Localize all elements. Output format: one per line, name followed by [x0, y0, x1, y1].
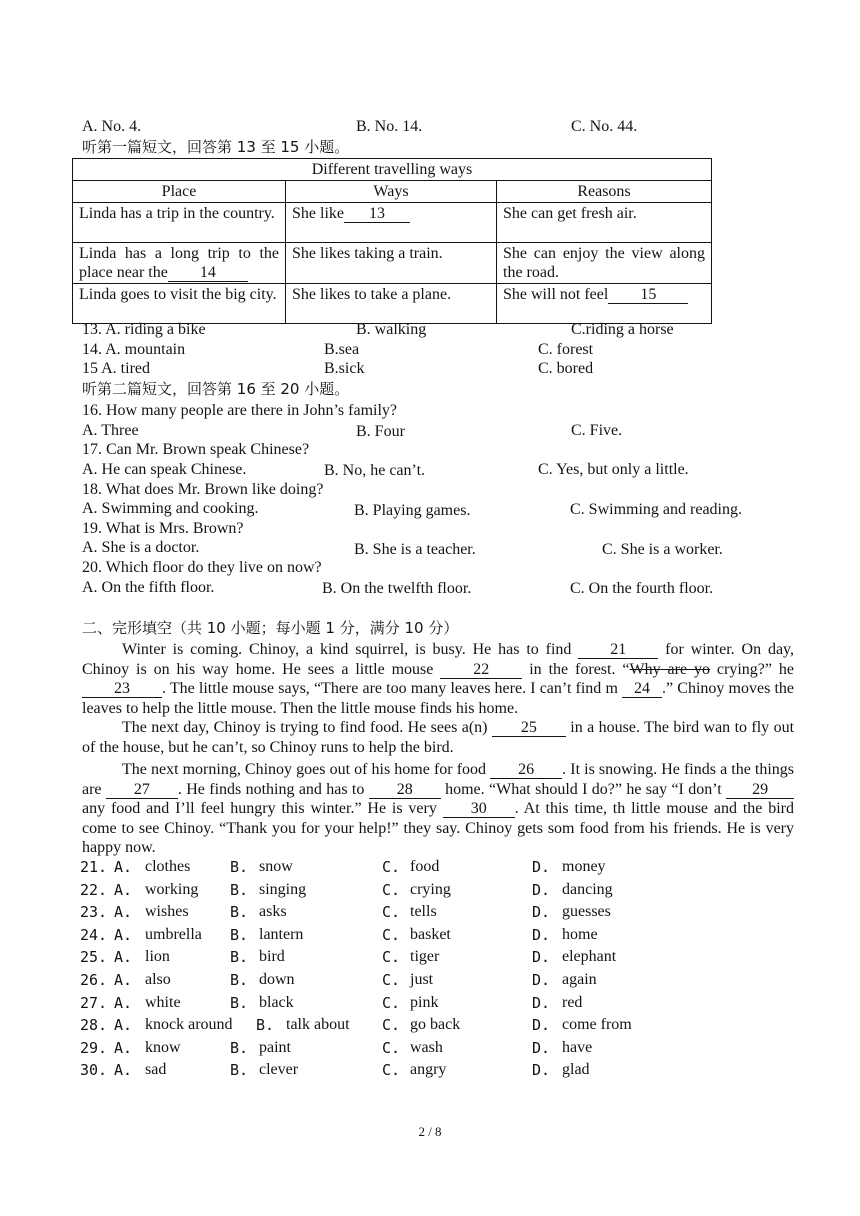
table-cell-reasons: She can enjoy the view along the road.: [497, 243, 712, 284]
table-cell-place: [73, 243, 286, 284]
option-letter-a: A.: [114, 925, 133, 944]
travelling-ways-table: [72, 158, 712, 324]
cloze-text: crying?” he: [716, 660, 795, 678]
q19-option-c: C. She is a worker.: [602, 541, 723, 558]
q17-option-b: B. No, he can’t.: [324, 462, 426, 479]
question-number: 28.: [80, 1016, 108, 1035]
cloze-text: .” Chinoy moves the leaves to help the little mouse. Then the little mouse finds his home.: [82, 680, 794, 717]
q20-option-a: A. On the fifth floor.: [82, 579, 215, 596]
cloze-paragraph-2: [82, 718, 794, 757]
question-number: 22.: [80, 880, 108, 899]
blank-24: 24: [622, 680, 662, 698]
option-letter-b: B.: [230, 925, 249, 944]
option-a-text: also: [145, 970, 171, 988]
passage1-heading: 听第一篇短文，回答第 13 至 15 小题。: [82, 138, 350, 156]
option-letter-c: C.: [382, 948, 401, 967]
cloze-paragraph-1: [82, 640, 794, 718]
q18-option-a: A. Swimming and cooking.: [82, 500, 259, 517]
option-letter-b: B.: [230, 993, 249, 1012]
option-letter-c: C.: [382, 1061, 401, 1080]
cell-text: She like: [292, 205, 344, 222]
question-number: 30.: [80, 1061, 108, 1080]
option-c-text: go back: [410, 1016, 461, 1034]
table-cell-place: Linda goes to visit the big city.: [73, 284, 286, 324]
q15-option-c: C. bored: [538, 360, 594, 377]
question-number: 26.: [80, 970, 108, 989]
option-c-text: wash: [410, 1038, 443, 1056]
q20-option-b: B. On the twelfth floor.: [322, 580, 472, 597]
blank-14: 14: [168, 264, 248, 282]
option-b-text: lantern: [259, 925, 304, 943]
option-d-text: elephant: [562, 948, 617, 966]
option-b-text: bird: [259, 948, 285, 966]
option-letter-a: A.: [114, 1038, 133, 1057]
option-letter-b: B.: [230, 880, 249, 899]
option-a-text: know: [145, 1038, 181, 1056]
option-letter-c: C.: [382, 993, 401, 1012]
cell-text: She will not feel: [503, 286, 609, 303]
option-c-text: just: [410, 970, 434, 988]
table-header-reasons: Reasons: [497, 181, 712, 203]
q16-option-b: B. Four: [356, 423, 405, 440]
option-letter-c: C.: [382, 880, 401, 899]
option-letter-b: B.: [256, 1016, 275, 1035]
option-d-text: dancing: [562, 880, 613, 898]
blank-25: 25: [492, 719, 566, 737]
question-number: 27.: [80, 993, 108, 1012]
option-d-text: money: [562, 858, 606, 875]
cloze-text: . The little mouse says, “There are too many leaves here. I can’t find m: [162, 680, 618, 697]
q20-option-c: C. On the fourth floor.: [570, 580, 714, 597]
option-a-text: lion: [145, 948, 170, 966]
option-c-text: pink: [410, 993, 439, 1011]
cloze-text: any food and I’ll feel hungry this winter.” He is very: [82, 800, 437, 817]
struck-text: Why are yo: [629, 660, 710, 678]
option-letter-c: C.: [382, 925, 401, 944]
q13-option-b: B. walking: [356, 321, 427, 338]
blank-23: 23: [82, 680, 162, 698]
cloze-text: The next morning, Chinoy goes out of his home for food: [122, 761, 487, 778]
option-c-text: crying: [410, 880, 451, 898]
q14-option-c: C. forest: [538, 341, 594, 358]
cloze-text: home. “What should I do?” he say “I don’t: [445, 780, 722, 798]
option-b-text: clever: [259, 1061, 299, 1079]
option-letter-b: B.: [230, 903, 249, 922]
option-letter-a: A.: [114, 858, 133, 876]
blank-27: 27: [106, 781, 178, 799]
option-letter-d: D.: [532, 970, 551, 989]
q13-option-c: C.riding a horse: [571, 321, 674, 338]
q19-question: 19. What is Mrs. Brown?: [82, 520, 244, 537]
cloze-text: . It is snowing. He finds a the things are: [82, 761, 795, 798]
option-b: B. No. 14.: [356, 118, 423, 135]
option-letter-c: C.: [382, 858, 401, 876]
table-cell-place: Linda has a trip in the country.: [73, 203, 286, 243]
option-letter-b: B.: [230, 858, 249, 876]
option-a-text: white: [145, 993, 181, 1011]
option-d-text: have: [562, 1038, 593, 1056]
option-letter-c: C.: [382, 903, 401, 922]
q19-option-b: B. She is a teacher.: [354, 541, 476, 558]
option-d-text: come from: [562, 1016, 632, 1034]
option-c-text: angry: [410, 1061, 447, 1079]
table-header-place: Place: [73, 181, 286, 203]
option-letter-c: C.: [382, 1038, 401, 1057]
cloze-text: Winter is coming. Chinoy, a kind squirrel, is busy. He has to find: [122, 641, 572, 658]
option-letter-b: B.: [230, 970, 249, 989]
option-letter-a: A.: [114, 993, 133, 1012]
option-c-text: tiger: [410, 948, 440, 966]
option-letter-d: D.: [532, 880, 551, 899]
option-letter-a: A.: [114, 948, 133, 967]
blank-15: 15: [608, 286, 688, 304]
option-letter-b: B.: [230, 1061, 249, 1080]
question-number: 23.: [80, 903, 108, 922]
option-b-text: asks: [259, 903, 287, 921]
option-c: C. No. 44.: [571, 118, 638, 135]
blank-28: 28: [369, 781, 441, 799]
q19-option-a: A. She is a doctor.: [82, 539, 200, 556]
q16-option-a: A. Three: [82, 422, 139, 439]
question-number: 24.: [80, 925, 108, 944]
option-a-text: working: [145, 880, 199, 898]
option-letter-b: B.: [230, 1038, 249, 1057]
q20-question: 20. Which floor do they live on now?: [82, 559, 322, 576]
table-cell-reasons: [497, 284, 712, 324]
q13-option-a: 13. A. riding a bike: [82, 321, 206, 338]
option-letter-b: B.: [230, 948, 249, 967]
option-letter-a: A.: [114, 880, 133, 899]
option-letter-a: A.: [114, 970, 133, 989]
q16-question: 16. How many people are there in John’s family?: [82, 402, 398, 419]
cloze-text: The next day, Chinoy is trying to find food. He sees a(n): [122, 719, 488, 736]
table-cell-ways: [286, 203, 497, 243]
q14-option-a: 14. A. mountain: [82, 341, 186, 358]
blank-21: 21: [578, 641, 658, 659]
option-d-text: glad: [562, 1061, 590, 1079]
cell-text: Linda has a long trip to the place near the: [79, 245, 279, 281]
option-letter-a: A.: [114, 1016, 133, 1035]
option-d-text: home: [562, 925, 598, 943]
section2-heading: 二、完形填空（共 10 小题；每小题 1 分，满分 10 分）: [82, 619, 459, 637]
option-b-text: black: [259, 993, 294, 1011]
option-d-text: red: [562, 993, 583, 1011]
q15-option-a: 15 A. tired: [82, 360, 150, 377]
blank-29: 29: [726, 781, 794, 799]
question-number: 21.: [80, 858, 108, 876]
q14-option-b: B.sea: [324, 341, 360, 358]
option-b-text: paint: [259, 1038, 291, 1056]
question-number: 25.: [80, 948, 108, 967]
cloze-text: in the forest. “: [529, 660, 630, 678]
blank-30: 30: [443, 800, 515, 818]
q15-option-b: B.sick: [324, 360, 365, 377]
blank-22: 22: [440, 661, 522, 679]
passage2-heading: 听第二篇短文，回答第 16 至 20 小题。: [82, 380, 350, 398]
page-number: 2 / 8: [418, 1124, 442, 1139]
q17-question: 17. Can Mr. Brown speak Chinese?: [82, 441, 310, 458]
option-letter-d: D.: [532, 903, 551, 922]
option-letter-c: C.: [382, 1016, 401, 1035]
option-letter-d: D.: [532, 948, 551, 967]
option-b-text: talk about: [286, 1016, 350, 1034]
option-d-text: again: [562, 970, 597, 988]
option-a-text: sad: [145, 1061, 167, 1079]
option-letter-d: D.: [532, 1038, 551, 1057]
option-d-text: guesses: [562, 903, 611, 921]
q17-option-c: C. Yes, but only a little.: [538, 461, 689, 478]
option-letter-d: D.: [532, 993, 551, 1012]
q18-question: 18. What does Mr. Brown like doing?: [82, 481, 324, 498]
table-cell-ways: She likes to take a plane.: [286, 284, 497, 324]
option-a-text: clothes: [145, 858, 191, 875]
q18-option-b: B. Playing games.: [354, 502, 471, 519]
option-a-text: wishes: [145, 903, 189, 921]
cloze-text: . At this time, th little mouse and the bird come to see Chinoy. “Thank you for your help!” they say. Chinoy gets som food from his friends. He is very happy now.: [82, 800, 795, 856]
option-a-text: umbrella: [145, 925, 202, 943]
option-a-text: knock around: [145, 1016, 233, 1034]
option-letter-d: D.: [532, 858, 551, 876]
blank-13: 13: [344, 205, 410, 223]
cloze-text: . He finds nothing and has to: [177, 780, 365, 798]
cloze-text: for winter. On day, Chinoy is on his way home. He sees a little mouse: [82, 641, 795, 678]
table-title: Different travelling ways: [73, 159, 712, 181]
option-letter-a: A.: [114, 903, 133, 922]
option-c-text: tells: [410, 903, 437, 921]
option-b-text: down: [259, 970, 295, 988]
option-letter-c: C.: [382, 970, 401, 989]
option-letter-d: D.: [532, 925, 551, 944]
option-b-text: singing: [259, 880, 307, 898]
q18-option-c: C. Swimming and reading.: [570, 501, 742, 518]
option-letter-a: A.: [114, 1061, 133, 1080]
option-c-text: food: [410, 858, 440, 875]
option-letter-d: D.: [532, 1016, 551, 1035]
q17-option-a: A. He can speak Chinese.: [82, 461, 247, 478]
q16-option-c: C. Five.: [571, 422, 623, 439]
table-cell-ways: She likes taking a train.: [286, 243, 497, 284]
cloze-text: in a house. The bird wan to fly out of the house, but he can’t, so Chinoy runs to help the bird.: [82, 719, 795, 756]
question-number: 29.: [80, 1038, 108, 1057]
blank-26: 26: [490, 761, 562, 779]
cloze-paragraph-3: [82, 760, 794, 858]
option-b-text: snow: [259, 858, 293, 875]
option-c-text: basket: [410, 925, 451, 943]
option-letter-d: D.: [532, 1061, 551, 1080]
table-header-ways: Ways: [286, 181, 497, 203]
table-cell-reasons: She can get fresh air.: [497, 203, 712, 243]
option-a: A. No. 4.: [82, 118, 142, 135]
